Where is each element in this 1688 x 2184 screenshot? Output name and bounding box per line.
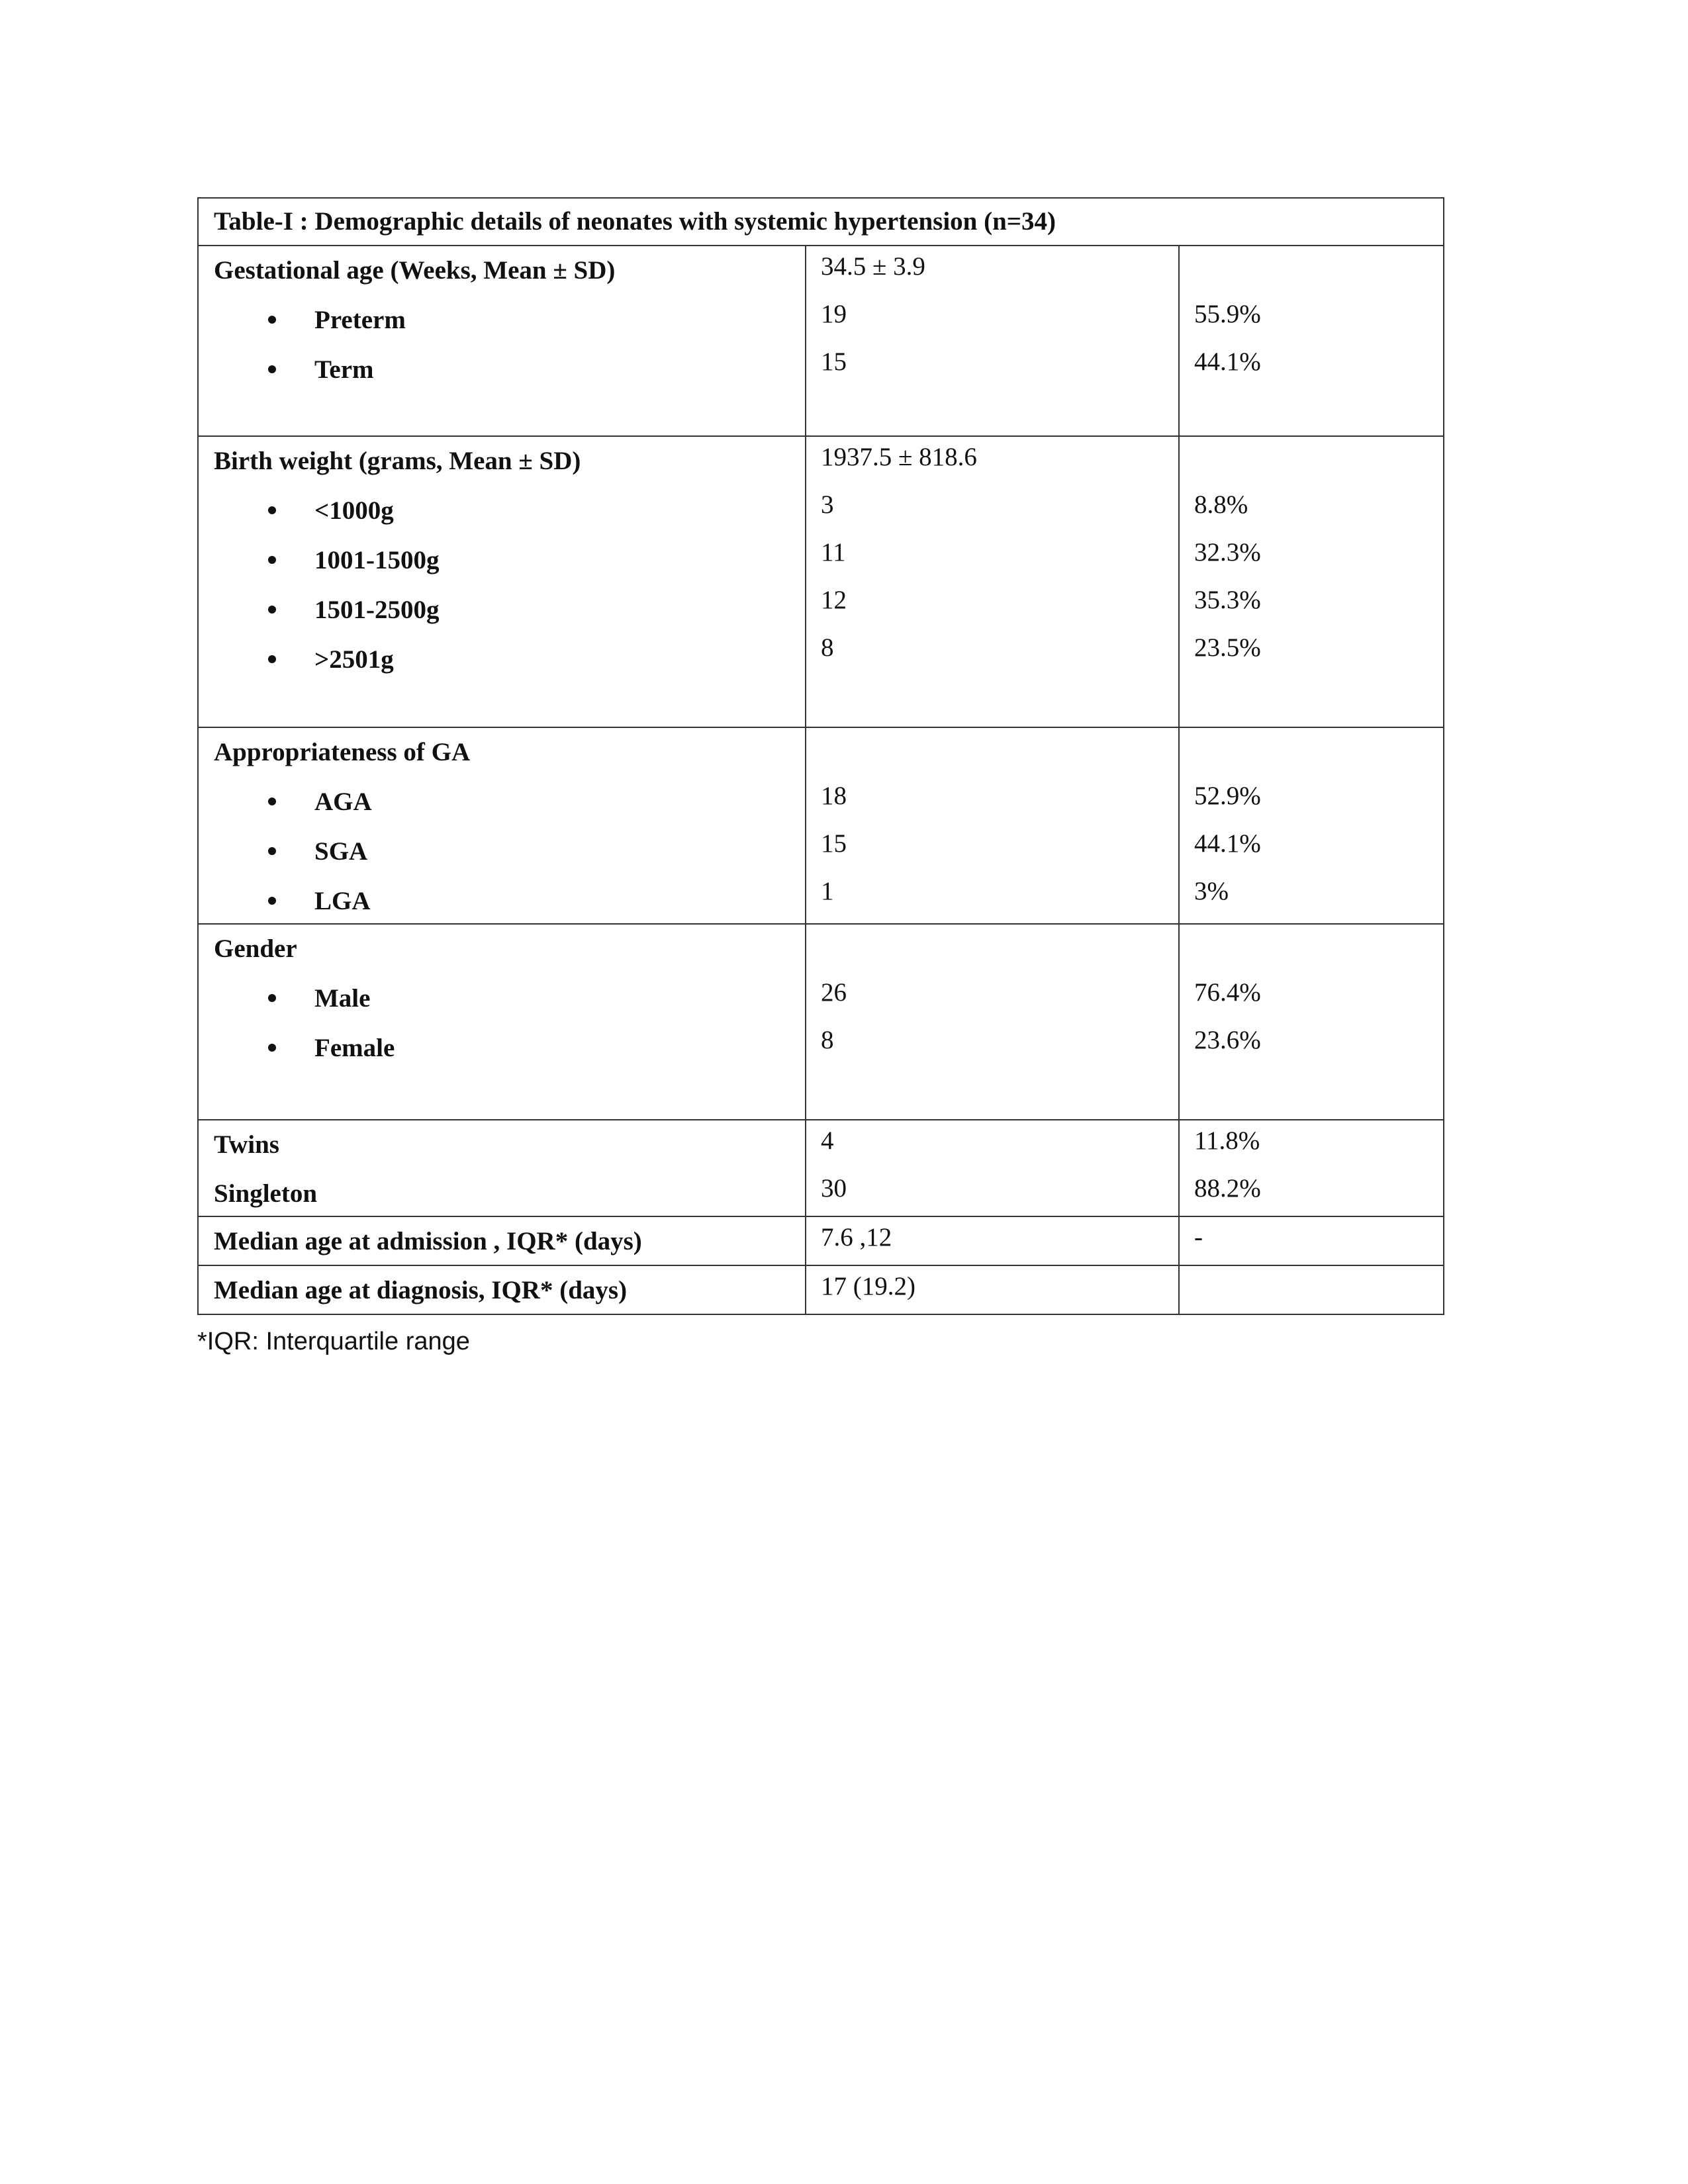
row-value-cell [806,1217,1180,1265]
birth-weight-label: Birth weight (grams, Mean ± SD) [214,447,581,475]
bullet-icon [268,365,276,373]
demographics-table [197,197,1444,1315]
row-label-cell [199,925,806,1119]
item-label: SGA [314,837,368,866]
row-percent-cell [1180,1217,1443,1265]
list-item [214,635,805,684]
list-item [214,486,805,535]
table-row-twins [199,1120,1443,1217]
row-label-cell [199,437,806,727]
item-label: <1000g [314,496,394,525]
list-item [214,295,805,345]
bullet-icon [268,606,276,614]
item-n: 15 [821,347,847,376]
appropriateness-label: Appropriateness of GA [214,738,471,766]
item-label: Preterm [314,306,406,334]
item-label: Female [314,1034,395,1062]
row-label-cell [199,1266,806,1314]
row-percent-cell [1180,925,1443,1119]
row-label-cell [199,246,806,435]
bullet-icon [268,994,276,1002]
bullet-icon [268,506,276,514]
row-value-cell [806,728,1180,923]
median-diagnosis-value: 17 (19.2) [821,1272,915,1300]
item-pct: 44.1% [1194,347,1261,376]
row-value-cell [806,437,1180,727]
empty-value [1194,437,1443,484]
item-label: Male [314,984,371,1013]
item-n: 15 [821,829,847,858]
item-pct: 11.8% [1194,1126,1260,1155]
median-admission-value: 7.6 ,12 [821,1223,892,1251]
row-percent-cell [1180,1120,1443,1216]
item-pct: 8.8% [1194,490,1248,519]
table-row-median-diagnosis [199,1266,1443,1314]
item-n: 11 [821,538,846,567]
item-label: Term [314,355,374,384]
item-n: 3 [821,490,834,519]
row-percent-cell [1180,246,1443,435]
list-item [214,777,805,827]
item-label: 1001-1500g [314,546,440,574]
row-label-cell [199,1217,806,1265]
median-diagnosis-pct [1194,1266,1443,1314]
singleton-label: Singleton [214,1179,318,1208]
item-pct: 88.2% [1194,1174,1261,1203]
bullet-icon [268,1044,276,1052]
item-n: 26 [821,978,847,1007]
item-pct: 55.9% [1194,300,1261,328]
empty-value [1194,925,1443,972]
list-item [214,827,805,876]
table-row-appropriateness [199,728,1443,925]
item-pct: 52.9% [1194,782,1261,810]
bullet-icon [268,655,276,663]
item-pct: 23.5% [1194,633,1261,662]
list-item [214,535,805,585]
bullet-icon [268,897,276,905]
list-item [214,585,805,635]
row-value-cell [806,246,1180,435]
empty-value [1194,246,1443,294]
item-pct: 32.3% [1194,538,1261,567]
list-item [214,876,805,926]
row-label-cell [199,728,806,923]
bullet-icon [268,797,276,805]
table-row-gestational-age [199,246,1443,437]
item-n: 4 [821,1126,834,1155]
median-admission-pct: - [1194,1223,1203,1251]
item-n: 30 [821,1174,847,1203]
row-percent-cell [1180,1266,1443,1314]
table-row-birth-weight [199,437,1443,728]
table-caption-row [199,199,1443,246]
bullet-icon [268,316,276,324]
median-admission-label: Median age at admission , IQR* (days) [214,1227,642,1255]
empty-value [821,728,1178,776]
item-n: 18 [821,782,847,810]
item-n: 8 [821,633,834,662]
list-item [214,974,805,1023]
item-pct: 44.1% [1194,829,1261,858]
item-n: 1 [821,877,834,905]
table-caption: Table-I : Demographic details of neonates with systemic hypertension (n=34) [214,207,1056,236]
empty-value [1194,728,1443,776]
median-diagnosis-label: Median age at diagnosis, IQR* (days) [214,1276,628,1304]
gender-label: Gender [214,934,297,963]
item-label: AGA [314,788,372,816]
list-item [214,345,805,394]
bullet-icon [268,847,276,855]
item-n: 12 [821,586,847,614]
birth-weight-summary: 1937.5 ± 818.6 [821,443,977,471]
gestational-age-summary: 34.5 ± 3.9 [821,252,925,281]
row-label-cell [199,1120,806,1216]
list-item [214,1023,805,1073]
table-footnote: *IQR: Interquartile range [197,1328,470,1355]
bullet-icon [268,556,276,564]
twins-label: Twins [214,1130,279,1159]
row-value-cell [806,1120,1180,1216]
item-pct: 35.3% [1194,586,1261,614]
item-n: 8 [821,1026,834,1054]
empty-value [821,925,1178,972]
row-percent-cell [1180,437,1443,727]
item-label: LGA [314,887,371,915]
row-value-cell [806,1266,1180,1314]
item-pct: 76.4% [1194,978,1261,1007]
gestational-age-label: Gestational age (Weeks, Mean ± SD) [214,256,616,285]
table-row-median-admission [199,1217,1443,1266]
item-pct: 3% [1194,877,1229,905]
row-value-cell [806,925,1180,1119]
item-n: 19 [821,300,847,328]
item-label: >2501g [314,645,394,674]
table-row-gender [199,925,1443,1120]
item-label: 1501-2500g [314,596,440,624]
row-percent-cell [1180,728,1443,923]
item-pct: 23.6% [1194,1026,1261,1054]
